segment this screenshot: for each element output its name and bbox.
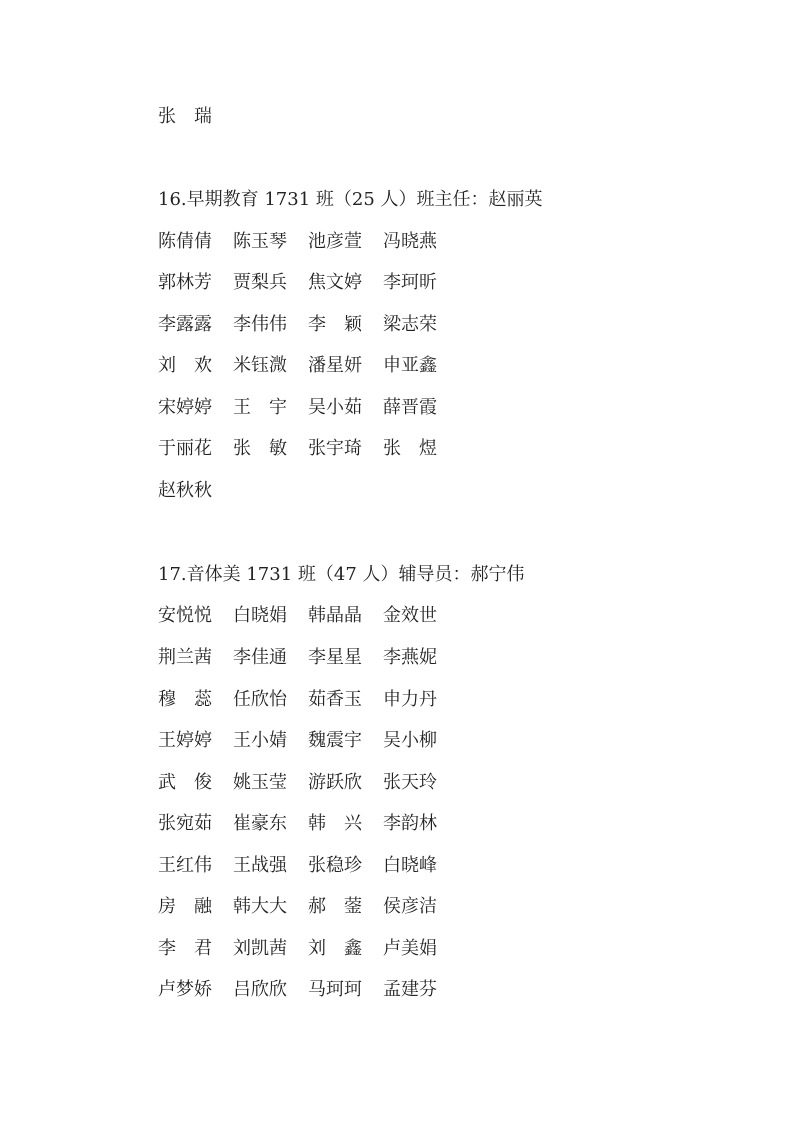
student-name: 张稳珍 — [308, 855, 362, 876]
student-name: 游跃欣 — [308, 772, 362, 793]
student-name: 李佳通 — [233, 647, 287, 668]
student-name: 李 颖 — [308, 314, 362, 335]
student-name: 宋婷婷 — [158, 397, 212, 418]
student-name: 李 君 — [158, 938, 212, 959]
student-name: 刘 欢 — [158, 355, 212, 376]
student-name: 李珂昕 — [383, 272, 437, 293]
student-name: 吕欣欣 — [233, 979, 287, 1000]
student-name: 王战强 — [233, 855, 287, 876]
class-16-heading: 16.早期教育 1731 班（25 人）班主任：赵丽英 — [158, 189, 543, 210]
student-name: 韩大大 — [233, 896, 287, 917]
student-name: 安悦悦 — [158, 605, 212, 626]
student-name: 赵秋秋 — [158, 480, 212, 501]
class-17-heading: 17.音体美 1731 班（47 人）辅导员：郝宁伟 — [158, 564, 525, 585]
student-name: 房 融 — [158, 896, 212, 917]
student-name: 薛晋霞 — [383, 397, 437, 418]
student-name: 张 瑞 — [158, 106, 212, 127]
student-name: 张天玲 — [383, 772, 437, 793]
student-name: 李韵林 — [383, 813, 437, 834]
student-name: 张 煜 — [383, 438, 437, 459]
student-name: 王小婧 — [233, 730, 287, 751]
student-name: 韩晶晶 — [308, 605, 362, 626]
student-name: 王婷婷 — [158, 730, 212, 751]
student-name: 冯晓燕 — [383, 231, 437, 252]
student-name: 白晓峰 — [383, 855, 437, 876]
student-name: 张 敏 — [233, 438, 287, 459]
student-name: 茹香玉 — [308, 689, 362, 710]
student-name: 贾梨兵 — [233, 272, 287, 293]
student-name: 陈玉琴 — [233, 231, 287, 252]
student-name: 陈倩倩 — [158, 231, 212, 252]
student-name: 王 宇 — [233, 397, 287, 418]
student-name: 焦文婷 — [308, 272, 362, 293]
student-name: 张宛茹 — [158, 813, 212, 834]
student-name: 吴小茹 — [308, 397, 362, 418]
student-name: 梁志荣 — [383, 314, 437, 335]
student-name: 王红伟 — [158, 855, 212, 876]
student-name: 于丽花 — [158, 438, 212, 459]
student-name: 潘星妍 — [308, 355, 362, 376]
student-name: 孟建芬 — [383, 979, 437, 1000]
student-name: 卢美娟 — [383, 938, 437, 959]
student-name: 荆兰茜 — [158, 647, 212, 668]
student-name: 穆 蕊 — [158, 689, 212, 710]
student-name: 李露露 — [158, 314, 212, 335]
student-name: 姚玉莹 — [233, 772, 287, 793]
student-name: 魏震宇 — [308, 730, 362, 751]
student-name: 李燕妮 — [383, 647, 437, 668]
student-name: 任欣怡 — [233, 689, 287, 710]
student-name: 米钰溦 — [233, 355, 287, 376]
student-name: 李伟伟 — [233, 314, 287, 335]
student-name: 白晓娟 — [233, 605, 287, 626]
student-name: 金效世 — [383, 605, 437, 626]
student-name: 崔豪东 — [233, 813, 287, 834]
student-name: 张宇琦 — [308, 438, 362, 459]
student-name: 卢梦娇 — [158, 979, 212, 1000]
student-name: 池彦萱 — [308, 231, 362, 252]
student-name: 李星星 — [308, 647, 362, 668]
student-name: 马珂珂 — [308, 979, 362, 1000]
student-name: 申亚鑫 — [383, 355, 437, 376]
student-name: 侯彦洁 — [383, 896, 437, 917]
student-name: 申力丹 — [383, 689, 437, 710]
student-name: 武 俊 — [158, 772, 212, 793]
student-name: 郭林芳 — [158, 272, 212, 293]
student-name: 韩 兴 — [308, 813, 362, 834]
student-name: 郝 蓥 — [308, 896, 362, 917]
student-name: 吴小柳 — [383, 730, 437, 751]
student-name: 刘凯茜 — [233, 938, 287, 959]
student-name: 刘 鑫 — [308, 938, 362, 959]
